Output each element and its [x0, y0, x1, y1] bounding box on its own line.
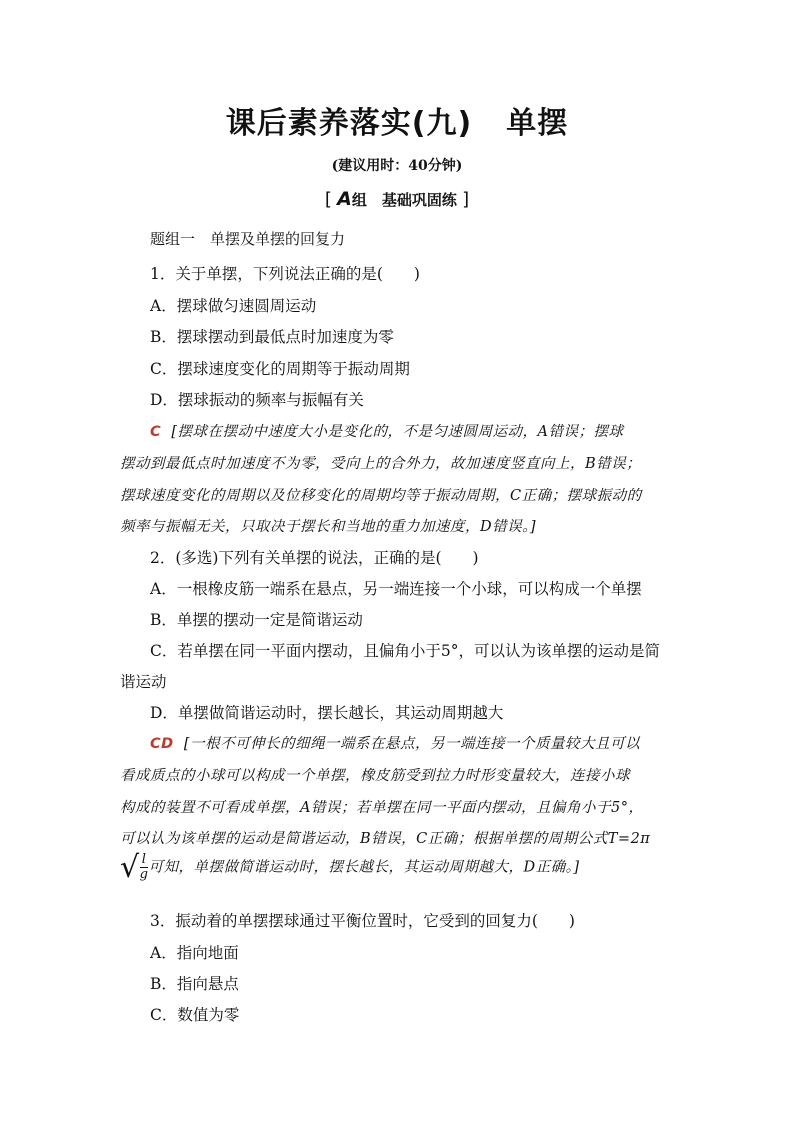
q2-explanation-line-2: 看成质点的小球可以构成一个单摆，橡皮筋受到拉力时形变量较大，连接小球 — [120, 768, 630, 784]
group-label: 组 基础巩固练 — [351, 191, 457, 209]
group-letter: A — [337, 188, 352, 210]
q2-explanation-line-4: 可以认为该单摆的运动是简谐运动，B错误，C正确；根据单摆的周期公式T=2π — [120, 831, 651, 847]
q3-option-c: C．数值为零 — [150, 1006, 240, 1024]
q2-option-d: D．单摆做简谐运动时，摆长越长，其运动周期越大 — [150, 704, 504, 722]
bracket-left: [ — [324, 189, 332, 210]
q2-stem: 2．(多选)下列有关单摆的说法，正确的是( ) — [150, 549, 479, 567]
group-heading — [0, 188, 794, 210]
fraction — [140, 853, 149, 882]
q1-stem: 1．关于单摆，下列说法正确的是( ) — [150, 265, 420, 283]
bracket-right: ] — [462, 189, 470, 210]
q1-option-a: A．摆球做匀速圆周运动 — [150, 297, 317, 315]
title-sub: 单摆 — [506, 106, 569, 141]
q1-explanation-line-1 — [150, 420, 624, 441]
q3-option-a: A．指向地面 — [150, 944, 239, 962]
q1-option-b: B．摆球摆动到最低点时加速度为零 — [150, 328, 394, 346]
q2-answer: CD — [150, 736, 174, 752]
q2-option-c-line-2: 谐运动 — [120, 673, 167, 691]
q1-explanation-line-4: 频率与振幅无关，只取决于摆长和当地的重力加速度，D错误。] — [120, 519, 537, 535]
page-title — [0, 98, 794, 142]
q2-explanation-line-5 — [120, 850, 579, 885]
sqrt-icon: √ — [120, 850, 140, 885]
q1-exp-1: [摆球在摆动中速度大小是变化的，不是匀速圆周运动，A错误；摆球 — [171, 424, 624, 440]
topic-heading: 题组一 单摆及单摆的回复力 — [150, 230, 346, 248]
frac-numerator: l — [140, 853, 149, 868]
q1-option-d: D．摆球振动的频率与振幅有关 — [150, 391, 364, 409]
q1-option-c: C．摆球速度变化的周期等于振动周期 — [150, 360, 410, 378]
q2-option-a: A．一根橡皮筋一端系在悬点，另一端连接一个小球，可以构成一个单摆 — [150, 580, 642, 598]
q2-explanation-line-3: 构成的装置不可看成单摆，A错误；若单摆在同一平面内摆动，且偏角小于5°， — [120, 800, 644, 816]
q1-answer: C — [150, 424, 162, 440]
frac-denominator: g — [139, 867, 149, 882]
title-main: 课后素养落实(九) — [225, 106, 473, 141]
suggested-time: (建议用时：40分钟) — [331, 158, 463, 174]
q3-stem: 3．振动着的单摆摆球通过平衡位置时，它受到的回复力( ) — [150, 912, 575, 930]
q3-option-b: B．指向悬点 — [150, 975, 239, 993]
q1-explanation-line-3: 摆球速度变化的周期以及位移变化的周期均等于振动周期，C正确；摆球振动的 — [120, 488, 642, 504]
sqrt-formula — [120, 850, 148, 885]
q2-explanation-line-1 — [150, 732, 640, 753]
q2-option-c-line-1: C．若单摆在同一平面内摆动，且偏角小于5°，可以认为该单摆的运动是简 — [150, 642, 660, 660]
q2-exp-5: 可知，单摆做简谐运动时，摆长越长，其运动周期越大，D正确。] — [148, 859, 580, 876]
q2-option-b: B．单摆的摆动一定是简谐运动 — [150, 611, 363, 629]
q2-exp-1: [一根不可伸长的细绳一端系在悬点，另一端连接一个质量较大且可以 — [183, 736, 641, 752]
q1-explanation-line-2: 摆动到最低点时加速度不为零，受向上的合外力，故加速度竖直向上，B错误； — [120, 456, 642, 472]
